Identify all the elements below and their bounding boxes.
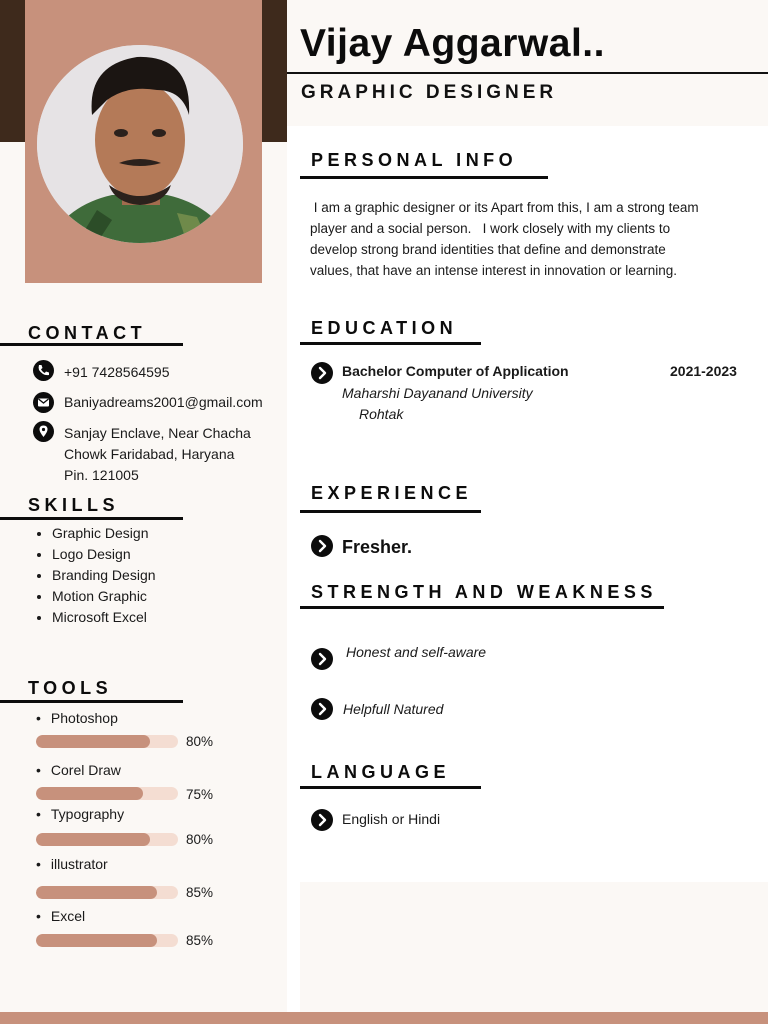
tool-percent: 75% <box>186 787 214 802</box>
language-rule <box>300 786 481 789</box>
tool-name: • illustrator <box>36 856 108 872</box>
tool-percent: 85% <box>186 885 214 900</box>
tool-name: • Photoshop <box>36 710 118 726</box>
education-rule <box>300 342 481 345</box>
chevron-right-icon <box>311 535 333 557</box>
tool-name: • Excel <box>36 908 85 924</box>
job-title: GRAPHIC DESIGNER <box>301 82 558 103</box>
chevron-right-icon <box>311 809 333 831</box>
candidate-name: Vijay Aggarwal.. <box>300 22 605 65</box>
tool-bar-track <box>36 833 178 846</box>
personal-line: develop strong brand identities that define and demonstrate <box>310 242 666 257</box>
tool-bar-fill <box>36 833 150 846</box>
tools-heading: TOOLS <box>28 678 113 698</box>
skill-item: • Logo Design <box>52 544 156 565</box>
footer-bar <box>0 1012 768 1024</box>
address-line: Sanjay Enclave, Near Chacha <box>64 425 251 441</box>
contact-address <box>64 423 251 486</box>
tool-name: • Typography <box>36 806 124 822</box>
skills-heading: SKILLS <box>28 495 120 515</box>
education-city: Rohtak <box>359 406 404 422</box>
experience-rule <box>300 510 481 513</box>
chevron-right-icon <box>311 698 333 720</box>
tool-bar-track <box>36 934 178 947</box>
contact-phone[interactable]: +91 7428564595 <box>64 364 170 380</box>
tool-percent: 80% <box>186 832 214 847</box>
skills-rule <box>0 517 183 520</box>
strength-rule <box>300 606 664 609</box>
tool-bar-fill <box>36 886 157 899</box>
skill-item: • Microsoft Excel <box>52 607 156 628</box>
personal-line: values, that have an intense interest in innovation or learning. <box>310 263 677 278</box>
personal-info-heading: PERSONAL INFO <box>311 150 518 170</box>
personal-info-rule <box>300 176 548 179</box>
address-line: Pin. 121005 <box>64 467 139 483</box>
tools-rule <box>0 700 183 703</box>
tool-bar-track <box>36 886 178 899</box>
education-university: Maharshi Dayanand University <box>342 385 533 401</box>
skill-item: • Branding Design <box>52 565 156 586</box>
tool-bar-track <box>36 787 178 800</box>
address-line: Chowk Faridabad, Haryana <box>64 446 235 462</box>
strength-item: Helpfull Natured <box>343 701 444 717</box>
experience-heading: EXPERIENCE <box>311 483 473 503</box>
header-divider <box>287 72 768 74</box>
education-heading: EDUCATION <box>311 318 458 338</box>
skills-list <box>36 523 156 628</box>
email-icon <box>33 392 54 413</box>
experience-value: Fresher. <box>342 537 413 557</box>
strength-heading: STRENGTH AND WEAKNESS <box>311 582 657 602</box>
tool-bar-fill <box>36 787 143 800</box>
personal-line: I am a graphic designer or its Apart from this, I am a strong team <box>310 200 699 215</box>
strength-item: Honest and self-aware <box>346 644 487 660</box>
education-years: 2021-2023 <box>670 363 737 379</box>
tool-percent: 85% <box>186 933 214 948</box>
language-value: English or Hindi <box>342 811 441 827</box>
contact-email[interactable]: Baniyadreams2001@gmail.com <box>64 394 263 410</box>
personal-info-text <box>310 197 750 281</box>
phone-icon <box>33 360 54 381</box>
location-icon <box>33 421 54 442</box>
skill-item: • Motion Graphic <box>52 586 156 607</box>
tool-percent: 80% <box>186 734 214 749</box>
tool-bar-fill <box>36 934 157 947</box>
right-bottom-block <box>300 882 768 1012</box>
education-degree: Bachelor Computer of Application <box>342 363 569 379</box>
personal-line: player and a social person. I work closely with my clients to <box>310 221 671 236</box>
language-heading: LANGUAGE <box>311 762 450 782</box>
tool-name: • Corel Draw <box>36 762 121 778</box>
skill-item: • Graphic Design <box>52 523 156 544</box>
contact-heading: CONTACT <box>28 323 147 343</box>
profile-photo <box>37 45 243 243</box>
contact-rule <box>0 343 183 346</box>
tool-bar-track <box>36 735 178 748</box>
chevron-right-icon <box>311 648 333 670</box>
tool-bar-fill <box>36 735 150 748</box>
chevron-right-icon <box>311 362 333 384</box>
